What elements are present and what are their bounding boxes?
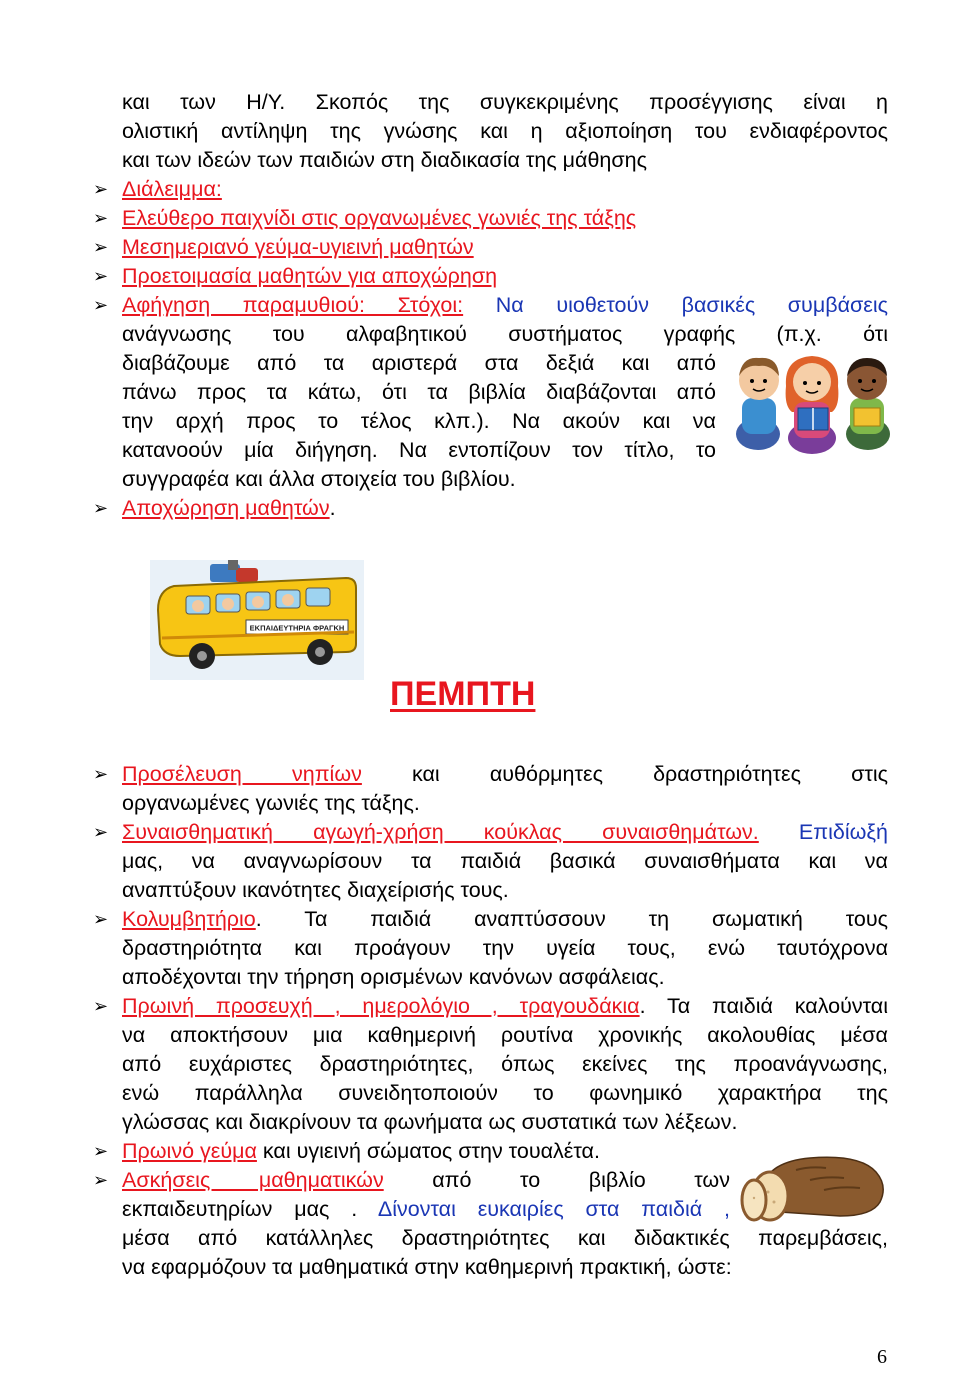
item-text: . Τα παιδιά αναπτύσσουν τη σωματική τους [255,907,888,931]
bullet-arrow-icon: ➢ [93,266,109,286]
bullet-arrow-icon: ➢ [93,208,109,228]
paragraph-line: αποδέχονται την τήρηση ορισμένων κανόνων ασφάλειας. [122,965,665,989]
paragraph-line: διαβάζουμε από τα αριστερά στα δεξιά και από [122,351,716,375]
item-title: Αποχώρηση μαθητών [122,496,330,520]
item-title: Μεσημεριανό γεύμα-υγιεινή μαθητών [122,235,474,259]
list-item-free-play [122,204,636,232]
paragraph-line [122,1195,730,1223]
item-title: Ελεύθερο παιχνίδι στις οργανωμένες γωνιές της τάξης [122,206,637,230]
bullet-arrow-icon: ➢ [93,1170,109,1190]
bullet-arrow-icon: ➢ [93,237,109,257]
paragraph-line: να εφαρμόζουν τα μαθηματικά στην καθημερινή πρακτική, ώστε: [122,1255,732,1279]
paragraph-line: και των ιδεών των παιδιών στη διαδικασία της μάθησης [122,148,647,172]
paragraph-line: την αρχή προς το τέλος κλπ.). Να ακούν και να [122,409,716,433]
item-title: Ασκήσεις μαθηματικών [122,1168,384,1192]
item-title: Συναισθηματική αγωγή-χρήση κούκλας συναισθημάτων. [122,820,759,844]
list-item-lunch [122,233,474,261]
bullet-arrow-icon: ➢ [93,1141,109,1161]
paragraph-line: κατανοούν μία διήγηση. Να εντοπίζουν τον τίτλο, το [122,438,716,462]
list-item-math-exercises [122,1166,730,1194]
paragraph-line: ενώ παράλληλα συνειδητοποιούν το φωνημικό χαρακτήρα της [122,1081,888,1105]
paragraph-line: συγγραφέα και άλλα στοιχεία του βιβλίου. [122,467,516,491]
item-title: Διάλειμμα: [122,177,222,201]
day-heading: ΠΕΜΠΤΗ [390,675,536,713]
paragraph-line: οργανωμένες γωνιές της τάξης. [122,791,420,815]
paragraph-line: μας, να αναγνωρίσουν τα παιδιά βασικά συναισθήματα και να [122,849,888,873]
item-text: και υγιεινή σώματος στην τουαλέτα. [256,1139,600,1163]
item-title: Κολυμβητήριο [122,907,256,931]
bullet-arrow-icon: ➢ [93,764,109,784]
bullet-arrow-icon: ➢ [93,996,109,1016]
bread-illustration [740,1150,890,1224]
bullet-arrow-icon: ➢ [93,295,109,315]
item-text: . Τα παιδιά καλούνται [639,994,889,1018]
item-goal-text: Επιδίωξή [798,820,888,844]
paragraph-line: ολιστική αντίληψη της γνώσης και η αξιοποίηση του ενδιαφέροντος [122,119,888,143]
item-text: και αυθόρμητες δραστηριότητες στις [412,762,889,786]
item-goal-text: Δίνονται ευκαιρίες στα παιδιά , [377,1197,730,1221]
list-item-arrival [122,760,888,788]
list-item-break [122,175,222,203]
item-title: Προσέλευση νηπίων [122,762,362,786]
paragraph-line: πάνω προς τα κάτω, ότι τα βιβλία διαβάζονται από [122,380,716,404]
page-number: 6 [877,1346,887,1368]
paragraph-line: αναπτύξουν ικανότητες διαχείρισής τους. [122,878,509,902]
paragraph-line: δραστηριότητα και προάγουν την υγεία τους, ενώ ταυτόχρονα [122,936,888,960]
list-item-storytelling [122,291,888,319]
item-goal-text: Να υιοθετούν βασικές συμβάσεις [495,293,888,317]
paragraph-line: από ευχάριστες δραστηριότητες, όπως εκείνες της προανάγνωσης, [122,1052,888,1076]
item-title: Πρωινό γεύμα [122,1139,257,1163]
list-item-emotional-education [122,818,888,846]
bullet-arrow-icon: ➢ [93,179,109,199]
item-title: Πρωινή προσευχή , ημερολόγιο , τραγουδάκια [122,994,640,1018]
paragraph-line: ανάγνωσης του αλφαβητικού συστήματος γραφής (π.χ. ότι [122,322,888,346]
list-item-departure [122,494,336,522]
bullet-arrow-icon: ➢ [93,822,109,842]
item-title: Αφήγηση παραμυθιού: Στόχοι: [122,293,464,317]
children-reading-illustration [728,346,898,456]
paragraph-line: γλώσσας και διακρίνουν τα φωνήματα ως συστατικά των λέξεων. [122,1110,738,1134]
bullet-arrow-icon: ➢ [93,909,109,929]
bus-sign-text: ΕΚΠΑΙΔΕΥΤΗΡΙΑ ΦΡΑΓΚΗ [249,623,345,633]
item-end: . [329,496,336,520]
list-item-departure-prep [122,262,497,290]
bullet-arrow-icon: ➢ [93,498,109,518]
paragraph-line: να αποκτήσουν μια καθημερινή ρουτίνα χρονικής ακολουθίας μέσα [122,1023,888,1047]
paragraph-line: μέσα από κατάλληλες δραστηριότητες και διδακτικές παρεμβάσεις, [122,1226,888,1250]
item-text: από το βιβλίο των [432,1168,730,1192]
list-item-morning-prayer [122,992,888,1020]
item-text: εκπαιδευτηρίων μας . [122,1197,378,1221]
item-title: Προετοιμασία μαθητών για αποχώρηση [122,264,498,288]
paragraph-line: και των Η/Υ. Σκοπός της συγκεκριμένης προσέγγισης είναι η [122,90,888,114]
list-item-breakfast [122,1137,600,1165]
list-item-swimming-pool [122,905,888,933]
school-bus-illustration [150,560,364,680]
